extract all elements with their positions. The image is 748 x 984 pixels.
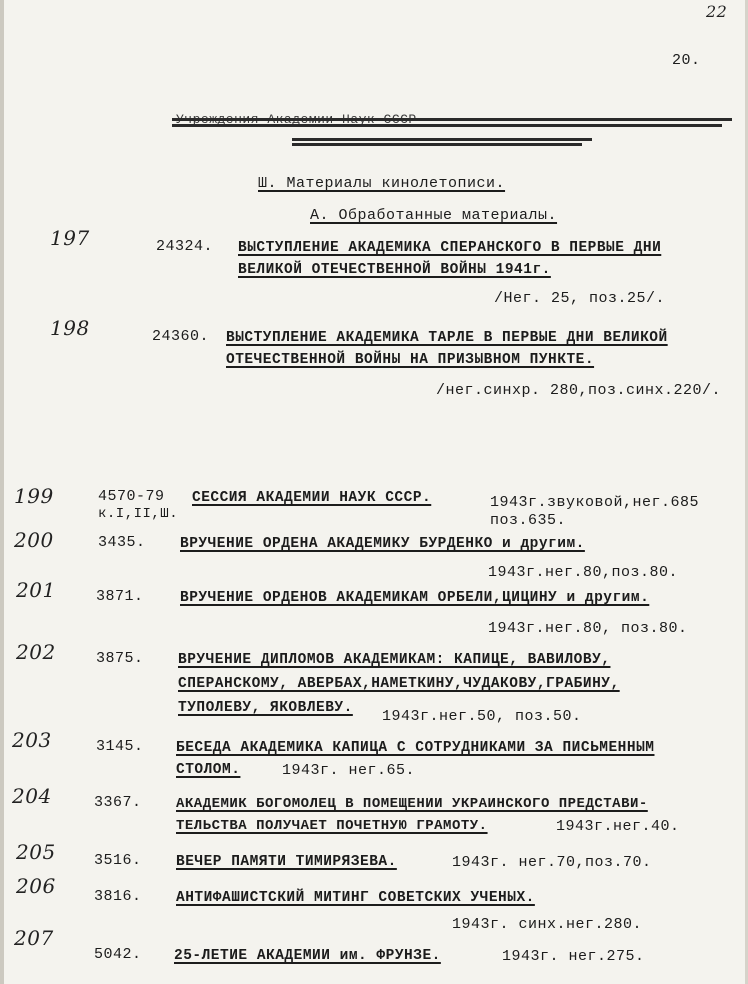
handwritten-number: 207 (14, 926, 54, 950)
entry-code: 3435. (98, 534, 146, 551)
entry-info: 1943г.нег.80, поз.80. (488, 620, 688, 637)
entry-title-cont: ВЕЛИКОЙ ОТЕЧЕСТВЕННОЙ ВОЙНЫ 1941г. (238, 262, 551, 278)
entry-title: АКАДЕМИК БОГОМОЛЕЦ В ПОМЕЩЕНИИ УКРАИНСКОГО ПРЕДСТАВИ- (176, 796, 648, 812)
entry-title: БЕСЕДА АКАДЕМИКА КАПИЦА С СОТРУДНИКАМИ ЗА ПИСЬМЕННЫМ (176, 740, 655, 756)
entry-info: 1943г. нег.70,поз.70. (452, 854, 652, 871)
entry-code-reels: к.I,II,Ш. (98, 506, 179, 522)
handwritten-number: 204 (12, 784, 52, 808)
entry-info: 1943г. синх.нег.280. (452, 916, 643, 933)
entry-title-cont: ОТЕЧЕСТВЕННОЙ ВОЙНЫ НА ПРИЗЫВНОМ ПУНКТЕ. (226, 352, 595, 368)
entry-code: 3816. (94, 888, 142, 905)
entry-code: 5042. (94, 946, 142, 963)
strike-line-1 (172, 118, 732, 121)
strike-line-3 (292, 138, 592, 141)
entry-title: ВРУЧЕНИЕ ДИПЛОМОВ АКАДЕМИКАМ: КАПИЦЕ, ВАВИЛОВУ, (178, 652, 611, 668)
entry-code: 3516. (94, 852, 142, 869)
strike-line-2 (172, 124, 722, 127)
entry-info: 1943г. нег.65. (282, 762, 416, 779)
handwritten-number: 205 (16, 840, 56, 864)
handwritten-number: 200 (14, 528, 54, 552)
entry-title: ВЫСТУПЛЕНИЕ АКАДЕМИКА ТАРЛЕ В ПЕРВЫЕ ДНИ ВЕЛИКОЙ (226, 330, 668, 346)
entry-info: 1943г.нег.50, поз.50. (382, 708, 582, 725)
entry-title: 25-ЛЕТИЕ АКАДЕМИИ им. ФРУНЗЕ. (174, 948, 441, 964)
subsection-title: А. Обработанные материалы. (310, 207, 558, 224)
entry-title-cont: СТОЛОМ. (176, 762, 241, 778)
entry-info: 1943г.нег.80,поз.80. (488, 564, 679, 581)
struck-heading (172, 108, 732, 148)
entry-code: 3367. (94, 794, 142, 811)
handwritten-number: 201 (16, 578, 56, 602)
section-title: Ш. Материалы кинолетописи. (258, 175, 506, 192)
entry-title: ВРУЧЕНИЕ ОРДЕНОВ АКАДЕМИКАМ ОРБЕЛИ,ЦИЦИНУ и другим. (180, 590, 650, 606)
corner-number: 22 (706, 2, 728, 21)
handwritten-number: 206 (16, 874, 56, 898)
entry-info: /Нег. 25, поз.25/. (494, 290, 666, 307)
entry-title-cont: ТЕЛЬСТВА ПОЛУЧАЕТ ПОЧЕТНУЮ ГРАМОТУ. (176, 818, 488, 834)
entry-title-cont: ТУПОЛЕВУ, ЯКОВЛЕВУ. (178, 700, 353, 716)
strike-line-4 (292, 143, 582, 146)
handwritten-number: 198 (50, 316, 90, 340)
entry-info-cont: поз.635. (490, 512, 567, 529)
handwritten-number: 199 (14, 484, 54, 508)
entry-title: ВРУЧЕНИЕ ОРДЕНА АКАДЕМИКУ БУРДЕНКО и другим. (180, 536, 585, 552)
entry-info: 1943г. нег.275. (502, 948, 645, 965)
entry-code: 24324. (156, 238, 214, 255)
entry-title: АНТИФАШИСТСКИЙ МИТИНГ СОВЕТСКИХ УЧЕНЫХ. (176, 890, 535, 906)
entry-title-cont: СПЕРАНСКОМУ, АВЕРБАХ,НАМЕТКИНУ,ЧУДАКОВУ,ГРАБИНУ, (178, 676, 620, 692)
entry-code: 3875. (96, 650, 144, 667)
page-number: 20. (672, 52, 701, 69)
entry-code: 4570-79 (98, 488, 165, 505)
handwritten-number: 202 (16, 640, 56, 664)
entry-title: ВЫСТУПЛЕНИЕ АКАДЕМИКА СПЕРАНСКОГО В ПЕРВЫЕ ДНИ (238, 240, 662, 256)
entry-title: СЕССИЯ АКАДЕМИИ НАУК СССР. (192, 490, 432, 506)
page-edge-left (0, 0, 4, 984)
handwritten-number: 203 (12, 728, 52, 752)
entry-code: 24360. (152, 328, 210, 345)
entry-code: 3871. (96, 588, 144, 605)
handwritten-number: 197 (50, 226, 90, 250)
entry-info: /нег.синхр. 280,поз.синх.220/. (436, 382, 722, 399)
entry-info: 1943г.звуковой,нег.685 (490, 494, 700, 511)
entry-title: ВЕЧЕР ПАМЯТИ ТИМИРЯЗЕВА. (176, 854, 397, 870)
entry-info: 1943г.нег.40. (556, 818, 680, 835)
entry-code: 3145. (96, 738, 144, 755)
